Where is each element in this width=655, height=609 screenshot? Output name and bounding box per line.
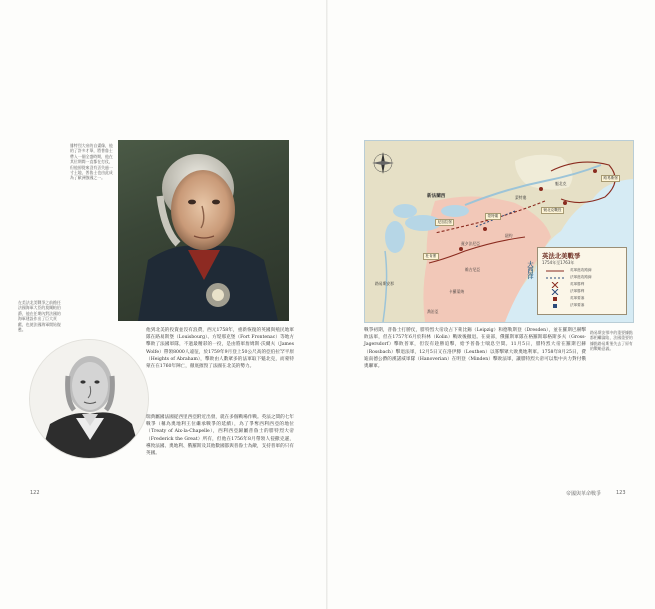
left-paragraph-2: 瑞典屬國法國從西里西亞附近出發，就在多個戰場作戰。英法之間的七年戰爭（稱為奧地利王位繼承戰爭的延續），為了爭奪西利西亞的地位（Treaty of Aix-la-Chapelle），西利西亞歸屬普魯士的腓特烈大帝（Frederick the Great）所有，但他在1756年8月帶領人侵撒克遜，導致法國、奧地利、俄羅斯及其他數國都與普魯士為敵，支持普軍的只有英國。 xyxy=(146,415,294,457)
map-french-indian-war xyxy=(364,140,634,323)
legend-item: 英軍要塞 xyxy=(570,296,585,300)
map-region-label: 卡羅萊納 xyxy=(449,289,465,294)
portrait-image xyxy=(118,140,289,321)
french-fort-icon xyxy=(546,303,564,309)
map-region-label: 魁北克 xyxy=(555,181,567,186)
british-fort-icon xyxy=(546,296,564,302)
battle-tag: 蒙特婁 xyxy=(485,213,501,220)
french-victory-icon xyxy=(546,289,564,295)
legend-item: 法軍進攻路線 xyxy=(570,275,592,279)
battle-tag: 尼加拉堡 xyxy=(435,219,454,226)
map-region-label: 新法蘭西 xyxy=(427,194,446,199)
portrait-frederick xyxy=(118,140,289,321)
left-paragraph-1: 他到北美的投資並沒有浪費，西元1758年，重新恢復的英國與殖民地軍隊在路易斯堡（Louisbourg）、方堤那克堡（Fort Frontenac）等地方擊敗了法國軍隊，不過最精彩的一役，是由將軍詹姆斯·沃爾夫（James Wolfe）帶領8000人遠征，於1759年9月登上50公尺高的亞伯拉罕平原（Heights of Abraham），擊敗由人數眾多的法軍取下魁北克，而蒙特蒙在在1760年陣亡，徹底摧毀了法國在北美的勢力。 xyxy=(146,328,294,370)
map-region-label: 賓夕法尼亞 xyxy=(461,241,480,246)
map-legend xyxy=(537,247,627,315)
engraving-portrait xyxy=(30,340,148,458)
route-british-icon xyxy=(546,268,564,274)
legend-item: 法軍勝利 xyxy=(570,289,585,293)
portrait-caption: 腓特烈大帝的自畫像，他的了許多才華，將普魯士帶入一個全盛時期，他在其位期間一直都在打仗，但他卻從來沒有丟失過一寸土地，普魯士也由此成為了歐洲強國之一。 xyxy=(70,143,113,181)
page-number-left: 122 xyxy=(30,490,40,496)
legend-title: 英法北美戰爭 xyxy=(542,252,581,260)
right-page xyxy=(328,0,655,609)
left-page xyxy=(0,0,327,609)
engraving-image xyxy=(30,340,148,458)
engraving-caption: 在美法北美戰爭之前擔任法國海軍大臣的莫爾帕伯爵，他在任期內對法國的海軍建設作出了巨大貢獻，也使法國海軍開始復甦。 xyxy=(18,300,61,333)
map-sea-label: 大西洋 xyxy=(526,261,533,279)
running-header: 帝國與革命戰爭 xyxy=(566,491,602,497)
legend-item: 英軍勝利 xyxy=(570,282,585,286)
map-caption: 路易斯安那中的重要據點都相繼淪陷，法國重要的據點路易斯堡失去了原有的戰略意義。 xyxy=(590,330,633,352)
map-region-label: 蒙特婁 xyxy=(515,195,527,200)
legend-subtitle: 1754年至1763年 xyxy=(542,260,575,265)
british-victory-icon xyxy=(546,282,564,288)
battle-tag: 杜肯堡 xyxy=(423,253,439,260)
battle-tag: 路易斯堡 xyxy=(601,175,620,182)
map-region-label: 路易斯安那 xyxy=(375,281,394,286)
legend-item: 法軍要塞 xyxy=(570,303,585,307)
right-paragraph-1: 戰爭初期，普魯士打勝仗，腓特烈大帝攻占下萊比錫（Leipzig）和德勒斯登（Dresden），並在羅斯巴赫擊敗法軍，但在1757年6月於科林（Kolin）戰敗後撤退。在東部，俄羅斯軍隊在格羅斯耶格斯多夫（Gross-Jagersdorf）擊敗普軍，但沒有趁勝追擊，給予普魯士喘息空間。11月5日，腓特烈大帝在羅斯巴赫（Rossbach）擊退法軍，12月5日又在洛伊滕（Leuthen）以寡擊眾大敗奧地利軍。1758年8月25日，費迪南德公爵的漢諾威軍隊（Hanoverian）在明登（Minden）擊敗法軍，讓腓特烈大帝可以集中兵力對付俄奧聯軍。 xyxy=(364,328,586,370)
map-region-label: 紐約 xyxy=(505,233,513,238)
legend-item: 英軍進攻路線 xyxy=(570,268,592,272)
page-number-right: 123 xyxy=(616,490,626,496)
map-region-label: 維吉尼亞 xyxy=(465,267,481,272)
route-french-icon xyxy=(546,275,564,281)
map-region-label: 喬治亞 xyxy=(427,309,439,314)
battle-tag: 魁北克戰役 xyxy=(541,207,564,214)
